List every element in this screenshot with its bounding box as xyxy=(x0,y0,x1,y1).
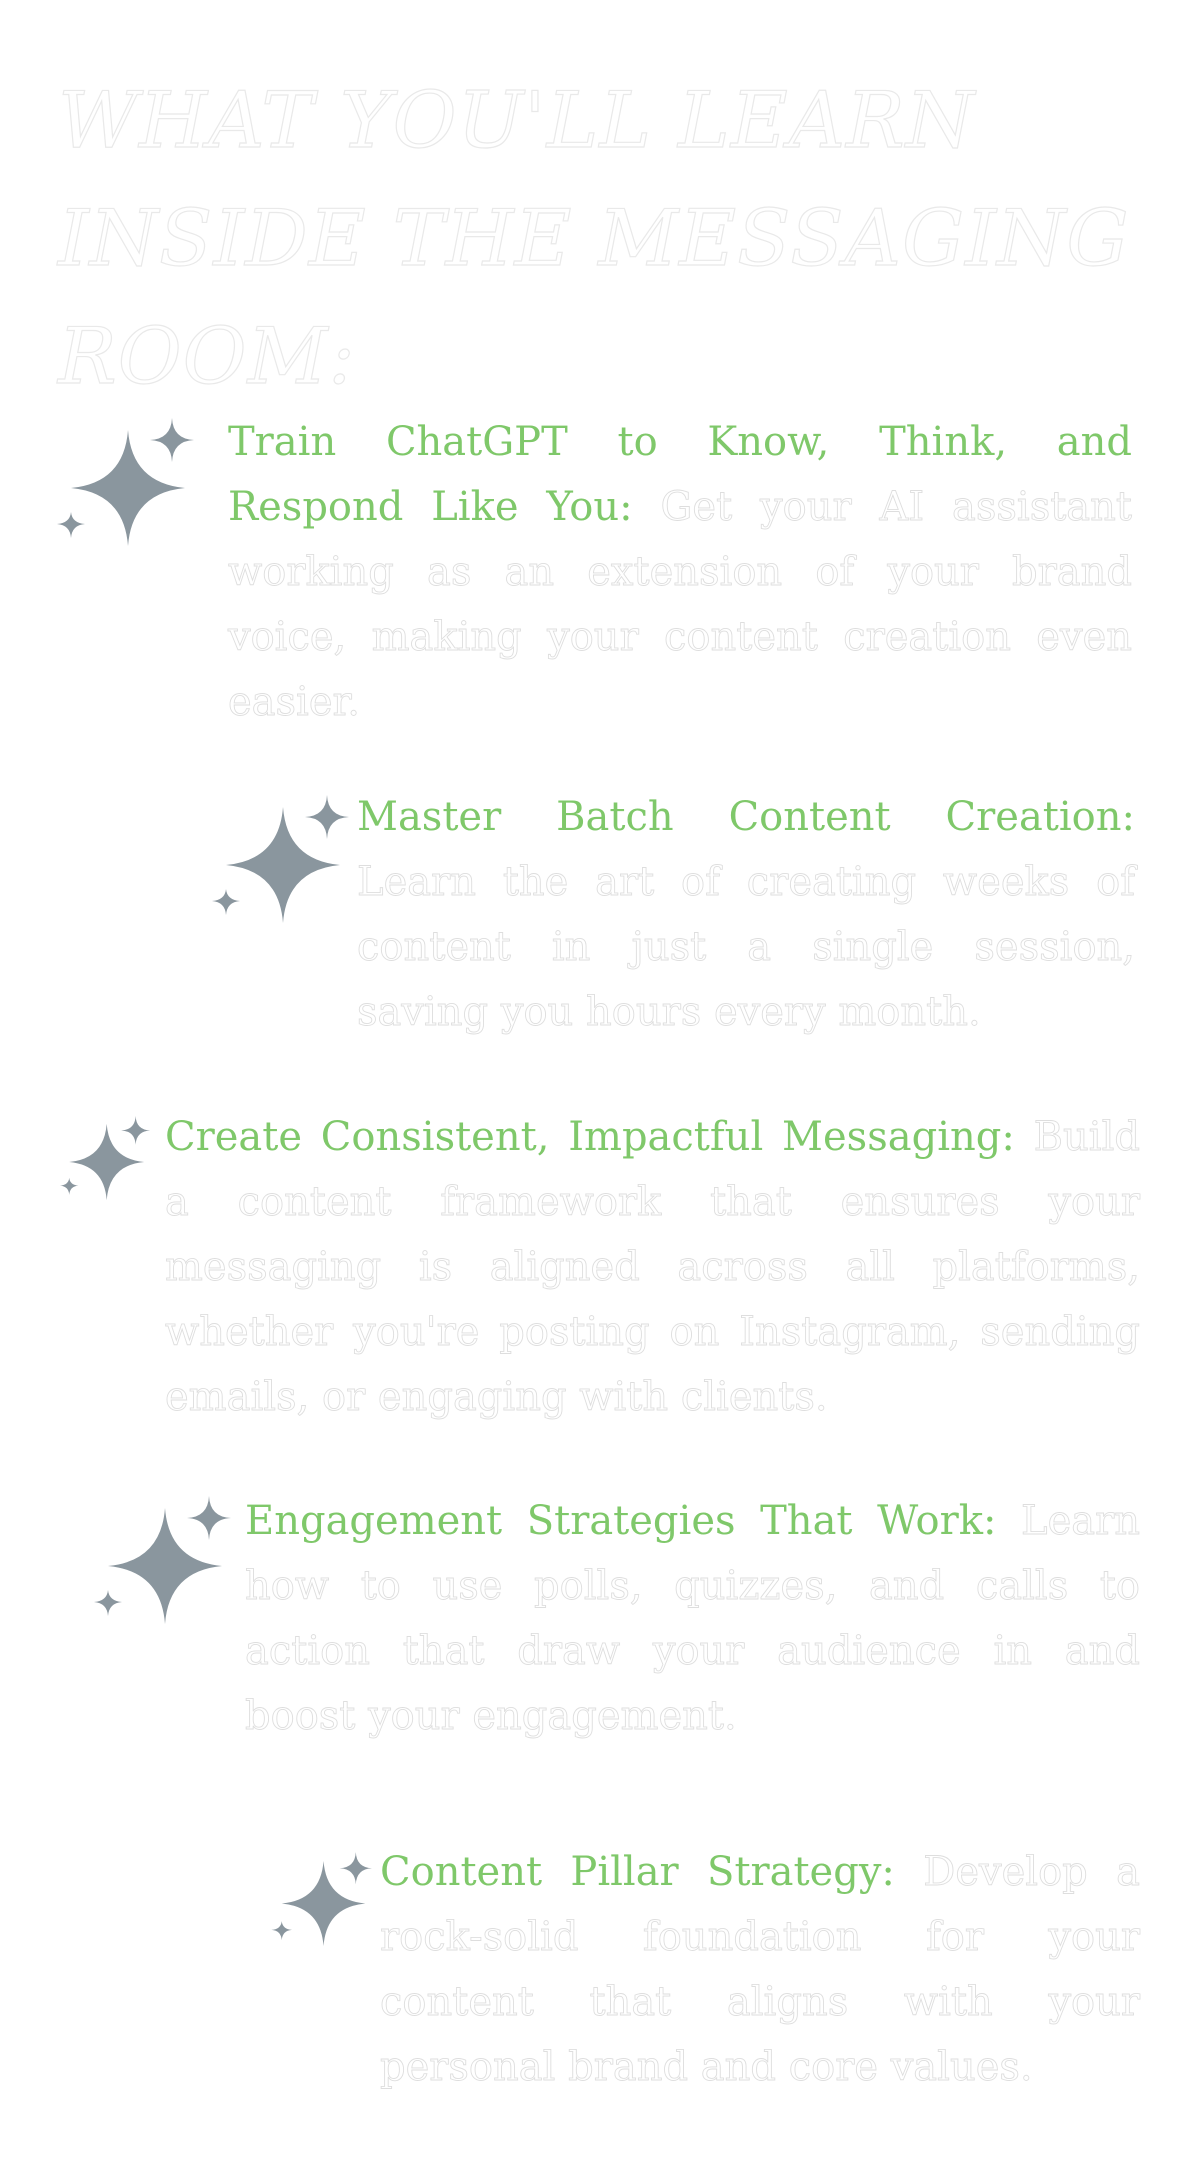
sparkle-icon xyxy=(58,1116,158,1208)
item-lead: Content Pillar Strategy: xyxy=(380,1849,895,1895)
item-body: Get your AI assistant working as an extension of your brand voice, making your content creation even easier. xyxy=(228,484,1132,725)
item-lead: Master Batch Content Creation: xyxy=(357,794,1135,840)
sparkle-icon xyxy=(270,1852,380,1955)
item-lead: Create Consistent, Impactful Messaging: xyxy=(165,1114,1015,1160)
item-lead: Engagement Strategies That Work: xyxy=(245,1498,997,1544)
item-body: Learn how to use polls, quizzes, and calls to action that draw your audience in and boost your engagement. xyxy=(245,1498,1140,1739)
sparkle-icon xyxy=(92,1496,242,1636)
page-heading: WHAT YOU'LL LEARN INSIDE THE MESSAGING ROOM: xyxy=(58,76,1130,402)
item-body: Build a content framework that ensures your messaging is aligned across all platforms, whether you're posting on Instagram, sending emails, or engaging with clients. xyxy=(165,1114,1140,1420)
sparkle-icon xyxy=(210,795,360,935)
item-lead: Train ChatGPT to Know, Think, and Respond Like You: xyxy=(228,419,1132,530)
item-body: Develop a rock-solid foundation for your content that aligns with your personal brand and core values. xyxy=(380,1849,1140,2090)
item-body: Learn the art of creating weeks of content in just a single session, saving you hours every month. xyxy=(357,859,1135,1035)
sparkle-icon xyxy=(55,418,205,558)
